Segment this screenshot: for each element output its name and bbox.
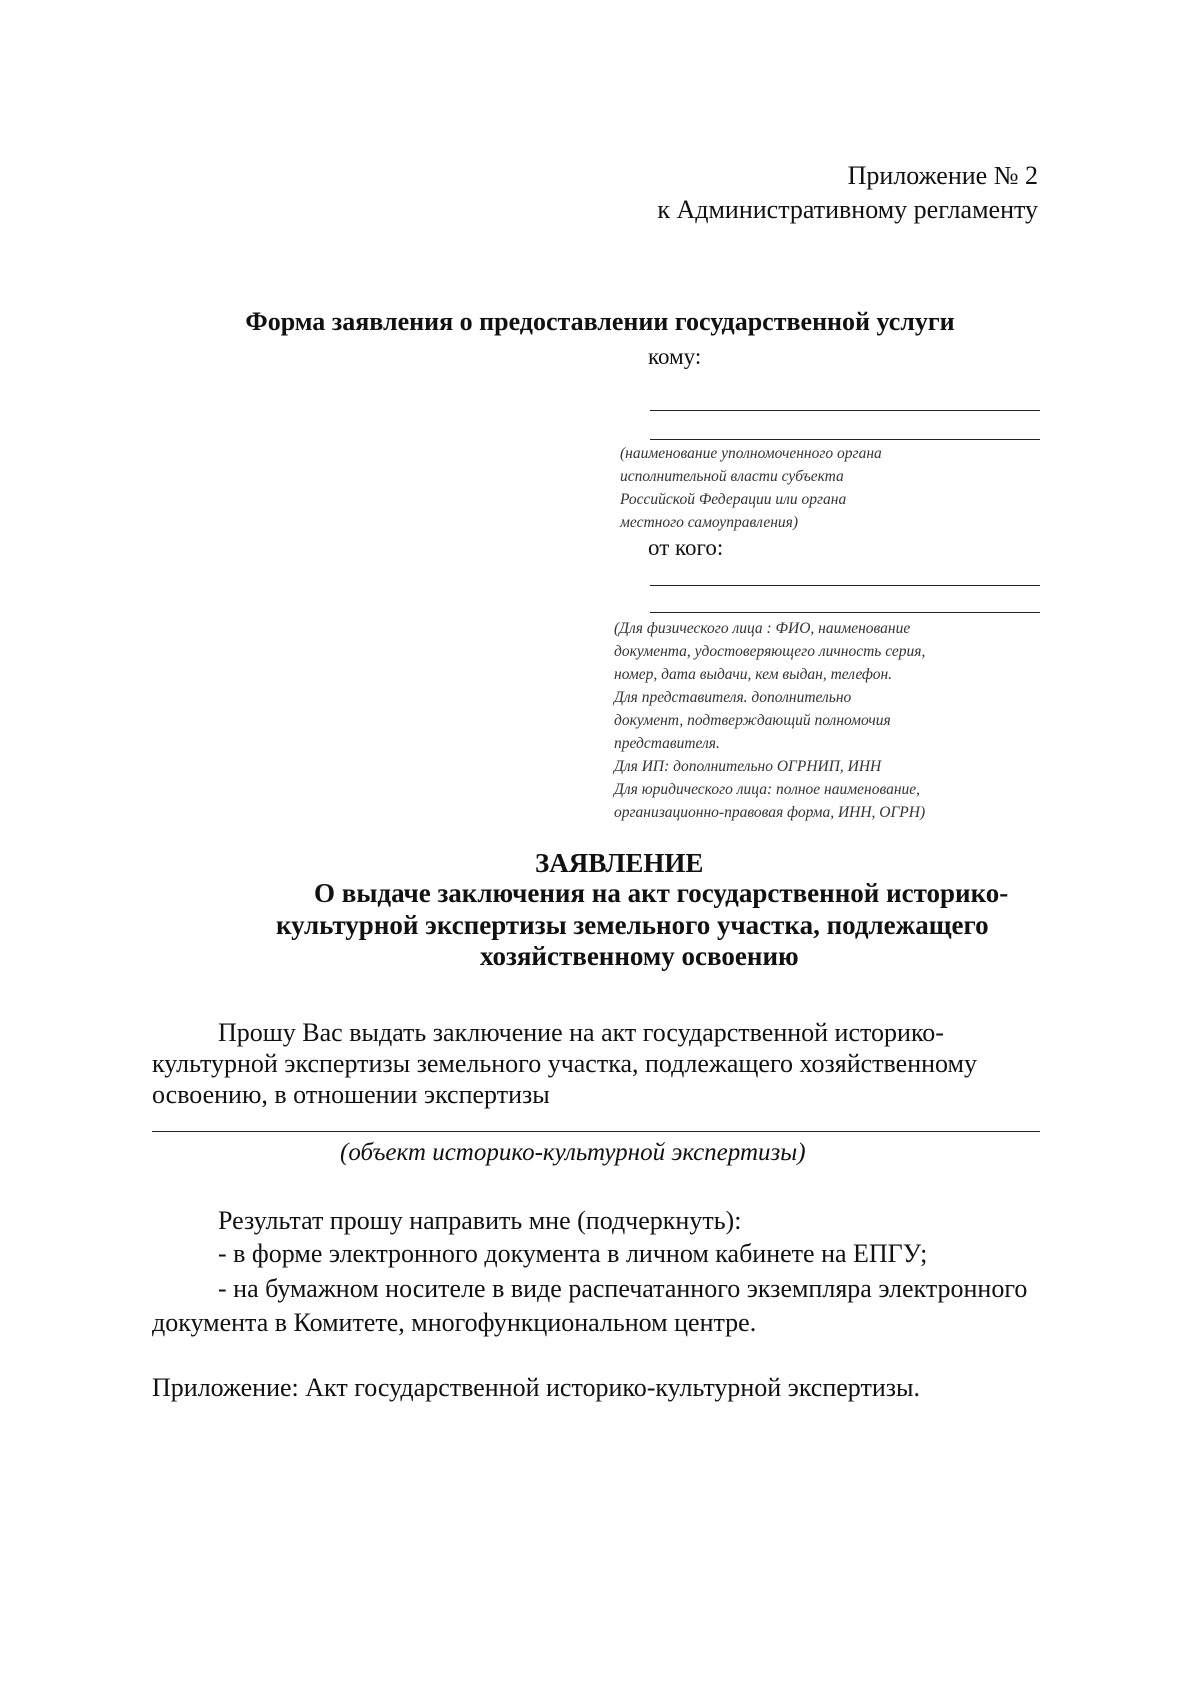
sender-line-2[interactable] <box>650 612 1040 613</box>
recipient-caption-line: местного самоуправления) <box>620 514 799 531</box>
result-option-paper-cont[interactable]: документа в Комитете, многофункциональном центре. <box>152 1308 757 1337</box>
form-title: Форма заявления о предоставлении государственной услуги <box>245 307 955 336</box>
statement-title: ЗАЯВЛЕНИЕ <box>535 848 704 878</box>
expertise-object-caption: (объект историко-культурной экспертизы) <box>340 1139 806 1166</box>
result-intro: Результат прошу направить мне (подчеркнуть): <box>218 1206 742 1235</box>
appendix-reference: к Административному регламенту <box>657 195 1038 224</box>
request-line-1: Прошу Вас выдать заключение на акт государственной историко- <box>218 1018 944 1047</box>
sender-caption-line: номер, дата выдачи, кем выдан, телефон. <box>614 666 893 683</box>
recipient-caption-line: Российской Федерации или органа <box>620 491 847 508</box>
appendix-number: Приложение № 2 <box>847 161 1038 190</box>
request-line-2: культурной экспертизы земельного участка, подлежащего хозяйственному <box>152 1049 977 1078</box>
recipient-line-1[interactable] <box>650 410 1040 411</box>
result-option-electronic[interactable]: - в форме электронного документа в личном кабинете на ЕПГУ; <box>218 1239 928 1268</box>
result-option-paper[interactable]: - на бумажном носителе в виде распечатанного экземпляра электронного <box>218 1274 1028 1303</box>
sender-caption-line: документ, подтверждающий полномочия <box>614 712 891 729</box>
attachment-note: Приложение: Акт государственной историко-культурной экспертизы. <box>152 1373 920 1402</box>
expertise-object-line[interactable] <box>152 1131 1040 1132</box>
sender-label: от кого: <box>648 535 724 560</box>
recipient-caption-line: исполнительной власти субъекта <box>620 468 844 485</box>
sender-caption-line: организационно-правовая форма, ИНН, ОГРН) <box>614 804 926 821</box>
recipient-caption <box>620 442 882 534</box>
sender-caption-line: представителя. <box>614 735 720 752</box>
sender-caption-line: (Для физического лица : ФИО, наименование <box>614 620 911 637</box>
sender-caption-line: документа, удостоверяющего личность серия, <box>614 643 926 660</box>
request-line-3: освоению, в отношении экспертизы <box>152 1080 550 1109</box>
recipient-label: кому: <box>648 344 702 369</box>
recipient-caption-line: (наименование уполномоченного органа <box>620 445 882 462</box>
sender-caption-line: Для представителя. дополнительно <box>614 689 852 706</box>
statement-subtitle-line: хозяйственному освоению <box>480 941 799 971</box>
sender-caption <box>614 617 925 824</box>
sender-caption-line: Для ИП: дополнительно ОГРНИП, ИНН <box>614 758 882 775</box>
recipient-line-2[interactable] <box>650 439 1040 440</box>
sender-line-1[interactable] <box>650 585 1040 586</box>
statement-subtitle-line: культурной экспертизы земельного участка, подлежащего <box>276 910 989 940</box>
sender-caption-line: Для юридического лица: полное наименование, <box>614 781 921 798</box>
statement-subtitle-line: О выдаче заключения на акт государственной историко- <box>314 878 1009 908</box>
